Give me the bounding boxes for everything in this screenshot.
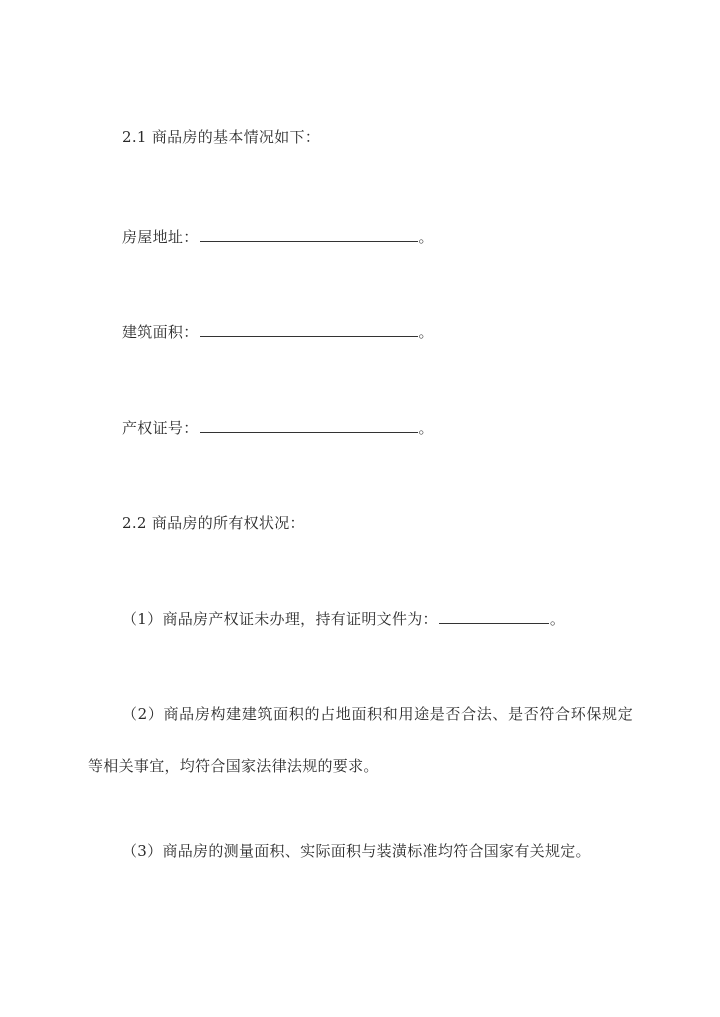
proof-document-blank[interactable] xyxy=(439,609,549,624)
section-2-2-heading-text: 2.2 商品房的所有权状况： xyxy=(122,514,305,532)
building-area-blank[interactable] xyxy=(200,322,418,337)
ownership-item-1 xyxy=(122,609,565,629)
section-2-2-heading xyxy=(122,513,305,533)
house-address-period: 。 xyxy=(418,228,434,246)
building-area-label: 建筑面积： xyxy=(122,323,199,341)
ownership-item-1-period: 。 xyxy=(549,610,566,628)
property-certificate-period: 。 xyxy=(418,419,434,437)
house-address-blank[interactable] xyxy=(200,227,418,242)
property-certificate-label: 产权证号： xyxy=(122,419,199,437)
section-2-1-heading-text: 2.1 商品房的基本情况如下： xyxy=(122,128,321,146)
ownership-item-2: （2）商品房构建建筑面积的占地面积和用途是否合法、是否符合环保规定等相关事宜，均符合国家法律法规的要求。 xyxy=(88,705,633,775)
section-2-1-heading xyxy=(122,127,320,147)
house-address-label: 房屋地址： xyxy=(122,228,199,246)
ownership-item-1-text: （1）商品房产权证未办理，持有证明文件为： xyxy=(122,610,438,628)
house-address-line xyxy=(122,227,434,247)
property-certificate-line xyxy=(122,418,434,438)
property-certificate-blank[interactable] xyxy=(200,418,418,433)
building-area-line xyxy=(122,322,434,342)
building-area-period: 。 xyxy=(418,323,434,341)
ownership-item-3: （3）商品房的测量面积、实际面积与装潢标准均符合国家有关规定。 xyxy=(122,842,591,860)
